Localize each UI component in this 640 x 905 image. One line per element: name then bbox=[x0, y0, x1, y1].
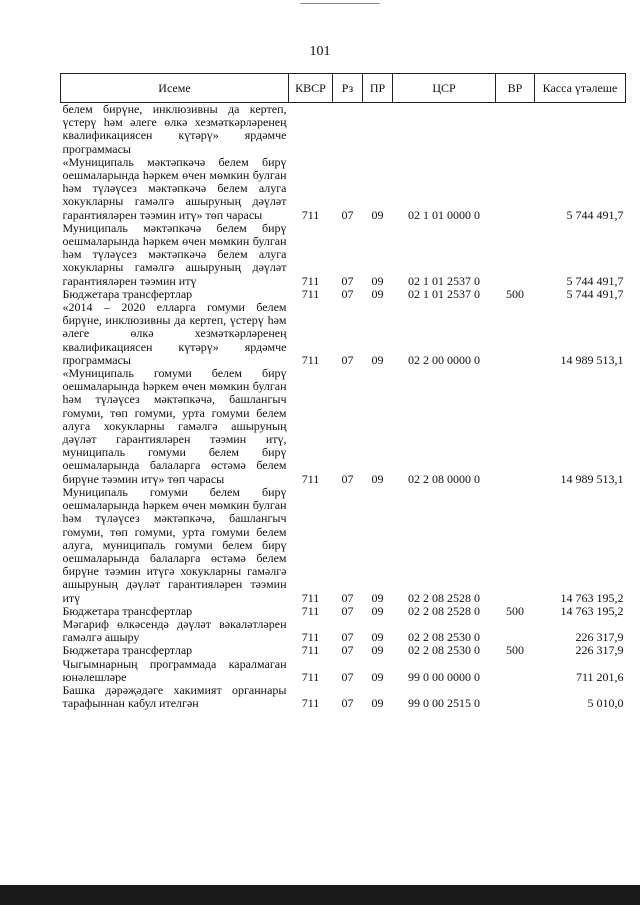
row-pr: 09 bbox=[371, 352, 384, 367]
table-header-row bbox=[61, 74, 626, 103]
row-amount: 14 989 513,1 bbox=[560, 471, 624, 486]
scan-mark bbox=[300, 3, 380, 4]
header-rz: Рз bbox=[333, 74, 363, 103]
row-rz: 07 bbox=[341, 643, 354, 658]
row-amount: 14 989 513,1 bbox=[560, 352, 624, 367]
row-name: «Муниципаль мәктәпкәчә белем бирү оешмаларында һәркем өчен мөмкин булган һәм түләүсез мәктәпкәчә белем алуга хокукларны гамәлгә ашыруның дәүләт гарантияләрен тәэмин итү» төп чарасы bbox=[62, 154, 287, 222]
row-name: Бюджетара трансфертлар bbox=[62, 643, 193, 658]
row-amount: 5 744 491,7 bbox=[566, 286, 624, 301]
row-csr: 02 2 08 2530 0 bbox=[408, 643, 480, 658]
row-amount: 226 317,9 bbox=[575, 643, 624, 658]
row-amount: 14 763 195,2 bbox=[560, 603, 624, 618]
row-rz: 07 bbox=[341, 603, 354, 618]
row-kvsr bbox=[289, 103, 333, 156]
row-name: «Муниципаль гомуми белем бирү оешмаларында һәркем өчен мөмкин булган һәм түләүсез мәктәпкәчә, башлангыч гомуми, төп гомуми, урта гомуми белем алуга хокукларны гамәлгә ашыруның дәүләт гарантияләрен тәэмин итү, муниципаль гомуми белем бирү оешмаларында балаларга өстәмә белем бирүне тәэмин итү» төп чарасы bbox=[62, 366, 287, 486]
row-pr: 09 bbox=[371, 273, 384, 288]
row-rz: 07 bbox=[341, 590, 354, 605]
row-rz: 07 bbox=[341, 273, 354, 288]
row-kvsr: 711 bbox=[301, 273, 320, 288]
row-rz: 07 bbox=[341, 352, 354, 367]
row-csr: 02 1 01 2537 0 bbox=[408, 286, 480, 301]
row-vr bbox=[496, 618, 535, 644]
row-csr bbox=[393, 103, 496, 156]
row-vr bbox=[496, 103, 535, 156]
row-name: Чыгымнарның программада каралмаган юнәлешләре bbox=[62, 656, 287, 684]
row-csr: 99 0 00 2515 0 bbox=[408, 696, 480, 711]
row-csr: 02 2 08 0000 0 bbox=[408, 471, 480, 486]
table-row bbox=[61, 156, 626, 222]
row-rz: 07 bbox=[341, 696, 354, 711]
row-csr: 02 1 01 0000 0 bbox=[408, 207, 480, 222]
row-pr: 09 bbox=[371, 669, 384, 684]
table-row bbox=[61, 618, 626, 644]
row-amount: 226 317,9 bbox=[575, 630, 624, 645]
row-name: Муниципаль мәктәпкәчә белем бирү оешмаларында һәркем өчен мөмкин булган һәм түләүсез мәктәпкәчә белем алуга хокукларны гамәлгә ашыруның дәүләт гарантияләрен тәэмин итү bbox=[62, 220, 287, 288]
row-amount: 14 763 195,2 bbox=[560, 590, 624, 605]
row-vr bbox=[496, 486, 535, 605]
row-csr: 02 2 08 2530 0 bbox=[408, 630, 480, 645]
row-csr: 99 0 00 0000 0 bbox=[408, 669, 480, 684]
row-pr: 09 bbox=[371, 603, 384, 618]
row-amount bbox=[535, 103, 626, 156]
row-amount: 5 744 491,7 bbox=[566, 273, 624, 288]
row-rz: 07 bbox=[341, 286, 354, 301]
row-name: Бюджетара трансфертлар bbox=[62, 286, 193, 301]
row-rz: 07 bbox=[341, 630, 354, 645]
row-kvsr: 711 bbox=[301, 471, 320, 486]
table-row bbox=[61, 367, 626, 486]
table-row bbox=[61, 222, 626, 288]
row-rz: 07 bbox=[341, 207, 354, 222]
header-pr: ПР bbox=[363, 74, 393, 103]
row-amount: 711 201,6 bbox=[575, 669, 624, 684]
table-row bbox=[61, 486, 626, 605]
row-vr: 500 bbox=[506, 286, 524, 301]
row-csr: 02 1 01 2537 0 bbox=[408, 273, 480, 288]
row-pr bbox=[363, 103, 393, 156]
row-kvsr: 711 bbox=[301, 207, 320, 222]
page-number: 101 bbox=[309, 44, 331, 59]
row-pr: 09 bbox=[371, 207, 384, 222]
table-row bbox=[61, 605, 626, 618]
header-amount: Касса үтәлеше bbox=[535, 74, 626, 103]
row-rz bbox=[333, 103, 363, 156]
header-vr: ВР bbox=[496, 74, 535, 103]
row-amount: 5 010,0 bbox=[587, 696, 624, 711]
row-kvsr: 711 bbox=[301, 590, 320, 605]
table-row bbox=[61, 301, 626, 367]
header-kvsr: КВСР bbox=[289, 74, 333, 103]
scan-bottom-edge bbox=[0, 885, 640, 905]
row-kvsr: 711 bbox=[301, 286, 320, 301]
row-kvsr: 711 bbox=[301, 669, 320, 684]
header-name: Исеме bbox=[61, 74, 289, 103]
row-vr: 500 bbox=[506, 643, 524, 658]
row-vr bbox=[496, 222, 535, 288]
table-row bbox=[61, 644, 626, 657]
row-kvsr: 711 bbox=[301, 643, 320, 658]
row-name: «2014 – 2020 елларга гомуми белем бирүне, инклюзивны да кертеп, үстерү һәм әлеге өлкә хезмәткәрләренең квалификациясен күтәрү» ярдәмче программасы bbox=[62, 300, 287, 367]
row-vr bbox=[496, 367, 535, 486]
row-amount: 5 744 491,7 bbox=[566, 207, 624, 222]
row-pr: 09 bbox=[371, 471, 384, 486]
header-csr: ЦСР bbox=[393, 74, 496, 103]
row-name: Бюджетара трансфертлар bbox=[62, 603, 193, 618]
row-pr: 09 bbox=[371, 286, 384, 301]
row-csr: 02 2 00 0000 0 bbox=[408, 352, 480, 367]
row-name: Муниципаль гомуми белем бирү оешмаларында һәркем өчен мөмкин булган һәм түләүсез мәктәпкәчә, башлангыч гомуми, төп гомуми, урта гомуми белем алуга, муниципаль гомуми белем бирү оешмаларында балаларга өстәмә белем бирүне тәэмин итүгә хокукларны гамәлгә ашыруның дәүләт гарантияләрен тәэмин итү bbox=[62, 484, 287, 605]
row-pr: 09 bbox=[371, 590, 384, 605]
row-rz: 07 bbox=[341, 471, 354, 486]
budget-table bbox=[60, 73, 626, 710]
row-pr: 09 bbox=[371, 630, 384, 645]
row-name: белем бирүне, инклюзивны да кертеп, үстерү һәм әлеге өлкә хезмәткәрләренең квалификациясен күтәрү» ярдәмче программасы bbox=[62, 102, 287, 156]
row-vr bbox=[496, 658, 535, 684]
row-vr bbox=[496, 156, 535, 222]
table-row bbox=[61, 103, 626, 156]
row-kvsr: 711 bbox=[301, 352, 320, 367]
row-kvsr: 711 bbox=[301, 603, 320, 618]
row-vr bbox=[496, 684, 535, 710]
table-row bbox=[61, 684, 626, 710]
row-name: Мәгариф өлкәсендә дәүләт вәкаләтләрен гамәлгә ашыру bbox=[62, 616, 287, 645]
row-name: Башка дәрәҗәдәге хакимият органнары тарафыннан кабул ителгән bbox=[62, 682, 287, 711]
row-csr: 02 2 08 2528 0 bbox=[408, 590, 480, 605]
table-row bbox=[61, 658, 626, 684]
row-vr bbox=[496, 301, 535, 367]
row-rz: 07 bbox=[341, 669, 354, 684]
row-kvsr: 711 bbox=[301, 630, 320, 645]
row-pr: 09 bbox=[371, 696, 384, 711]
row-vr: 500 bbox=[506, 603, 524, 618]
row-pr: 09 bbox=[371, 643, 384, 658]
row-kvsr: 711 bbox=[301, 696, 320, 711]
row-csr: 02 2 08 2528 0 bbox=[408, 603, 480, 618]
